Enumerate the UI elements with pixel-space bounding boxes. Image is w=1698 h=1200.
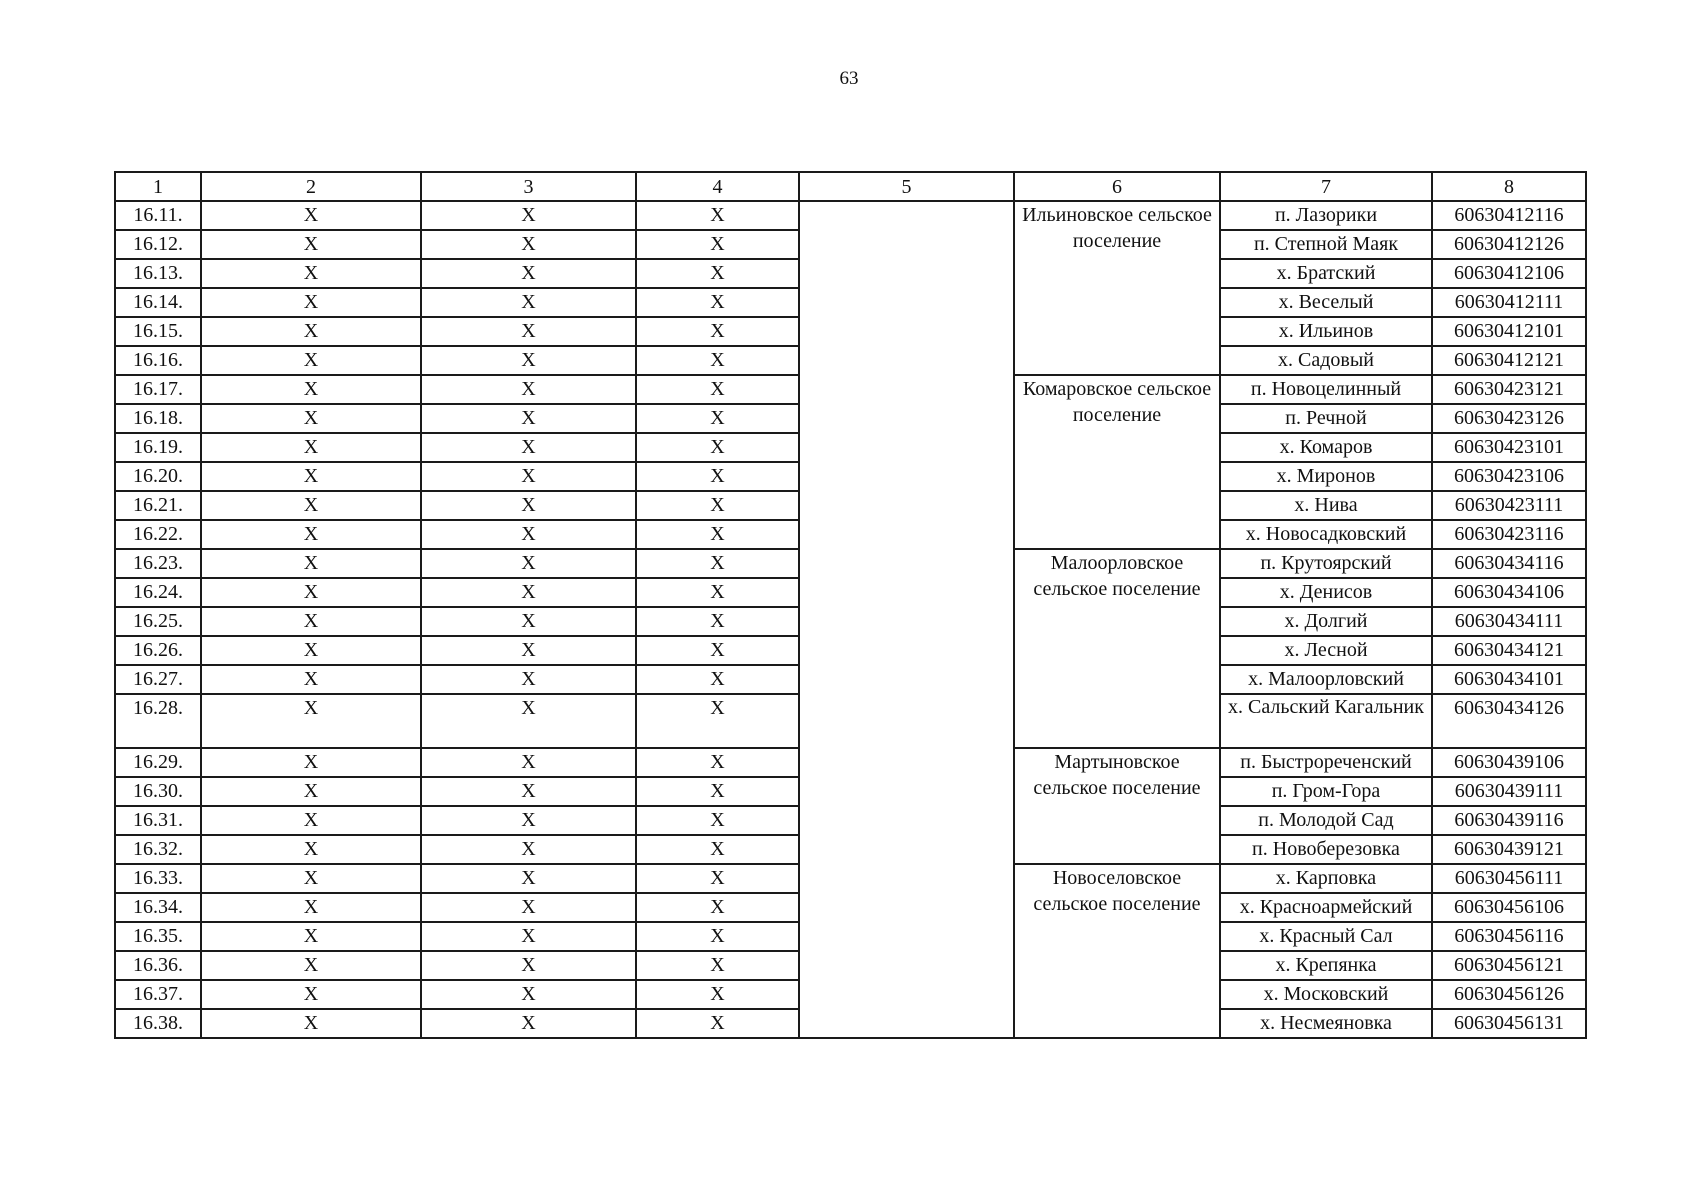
oktmo-code-cell: 60630439111	[1432, 777, 1586, 806]
column-2-cell: X	[201, 375, 421, 404]
place-name-cell: п. Новоцелинный	[1220, 375, 1432, 404]
column-3-cell: X	[421, 980, 636, 1009]
column-4-cell: X	[636, 980, 799, 1009]
oktmo-code-cell: 60630456116	[1432, 922, 1586, 951]
column-4-cell: X	[636, 951, 799, 980]
place-name-cell: х. Сальский Кагальник	[1220, 694, 1432, 748]
row-number-cell: 16.16.	[115, 346, 201, 375]
table-body	[115, 172, 1586, 1038]
column-2-cell: X	[201, 893, 421, 922]
column-2-cell: X	[201, 520, 421, 549]
oktmo-code-cell: 60630456126	[1432, 980, 1586, 1009]
column-2-cell: X	[201, 607, 421, 636]
row-number-cell: 16.29.	[115, 748, 201, 777]
oktmo-code-cell: 60630434106	[1432, 578, 1586, 607]
oktmo-code-cell: 60630439106	[1432, 748, 1586, 777]
column-4-cell: X	[636, 346, 799, 375]
place-name-cell: х. Братский	[1220, 259, 1432, 288]
row-number-cell: 16.24.	[115, 578, 201, 607]
place-name-cell: п. Быстрореченский	[1220, 748, 1432, 777]
oktmo-code-cell: 60630412111	[1432, 288, 1586, 317]
column-2-cell: X	[201, 317, 421, 346]
row-number-cell: 16.35.	[115, 922, 201, 951]
column-3-cell: X	[421, 288, 636, 317]
place-name-cell: х. Малоорловский	[1220, 665, 1432, 694]
column-4-cell: X	[636, 893, 799, 922]
column-4-cell: X	[636, 317, 799, 346]
row-number-cell: 16.28.	[115, 694, 201, 748]
column-3-cell: X	[421, 694, 636, 748]
column-3-cell: X	[421, 346, 636, 375]
column-2-cell: X	[201, 864, 421, 893]
row-number-cell: 16.14.	[115, 288, 201, 317]
place-name-cell: х. Денисов	[1220, 578, 1432, 607]
oktmo-code-cell: 60630434126	[1432, 694, 1586, 748]
oktmo-code-cell: 60630412106	[1432, 259, 1586, 288]
column-2-cell: X	[201, 346, 421, 375]
oktmo-code-cell: 60630423116	[1432, 520, 1586, 549]
column-4-cell: X	[636, 462, 799, 491]
row-number-cell: 16.30.	[115, 777, 201, 806]
column-3-cell: X	[421, 404, 636, 433]
row-number-cell: 16.31.	[115, 806, 201, 835]
column-3-cell: X	[421, 665, 636, 694]
column-3-cell: X	[421, 777, 636, 806]
column-2-cell: X	[201, 491, 421, 520]
row-number-cell: 16.32.	[115, 835, 201, 864]
column-2-cell: X	[201, 806, 421, 835]
oktmo-code-cell: 60630456111	[1432, 864, 1586, 893]
column-3-cell: X	[421, 462, 636, 491]
column-4-cell: X	[636, 433, 799, 462]
oktmo-code-cell: 60630412101	[1432, 317, 1586, 346]
oktmo-code-cell: 60630423111	[1432, 491, 1586, 520]
header-cell: 6	[1014, 172, 1220, 201]
place-name-cell: х. Красный Сал	[1220, 922, 1432, 951]
oktmo-code-cell: 60630456131	[1432, 1009, 1586, 1038]
column-4-cell: X	[636, 230, 799, 259]
place-name-cell: п. Лазорики	[1220, 201, 1432, 230]
oktmo-code-cell: 60630434111	[1432, 607, 1586, 636]
place-name-cell: х. Ильинов	[1220, 317, 1432, 346]
oktmo-code-cell: 60630412121	[1432, 346, 1586, 375]
row-number-cell: 16.38.	[115, 1009, 201, 1038]
header-cell: 4	[636, 172, 799, 201]
oktmo-code-cell: 60630434116	[1432, 549, 1586, 578]
column-3-cell: X	[421, 375, 636, 404]
settlement-name-cell: Мартыновское сельское поселение	[1014, 748, 1220, 864]
column-3-cell: X	[421, 893, 636, 922]
column-5-cell	[799, 201, 1014, 1038]
settlement-name-cell: Комаровское сельское поселение	[1014, 375, 1220, 549]
row-number-cell: 16.33.	[115, 864, 201, 893]
place-name-cell: х. Карповка	[1220, 864, 1432, 893]
row-number-cell: 16.26.	[115, 636, 201, 665]
place-name-cell: п. Степной Маяк	[1220, 230, 1432, 259]
column-3-cell: X	[421, 491, 636, 520]
settlement-name-cell: Ильиновское сельское поселение	[1014, 201, 1220, 375]
column-3-cell: X	[421, 520, 636, 549]
column-3-cell: X	[421, 1009, 636, 1038]
place-name-cell: п. Новоберезовка	[1220, 835, 1432, 864]
column-4-cell: X	[636, 806, 799, 835]
header-cell: 5	[799, 172, 1014, 201]
column-3-cell: X	[421, 835, 636, 864]
row-number-cell: 16.12.	[115, 230, 201, 259]
row-number-cell: 16.15.	[115, 317, 201, 346]
row-number-cell: 16.21.	[115, 491, 201, 520]
header-cell: 8	[1432, 172, 1586, 201]
row-number-cell: 16.23.	[115, 549, 201, 578]
column-2-cell: X	[201, 578, 421, 607]
column-4-cell: X	[636, 520, 799, 549]
column-3-cell: X	[421, 230, 636, 259]
place-name-cell: х. Крепянка	[1220, 951, 1432, 980]
column-4-cell: X	[636, 922, 799, 951]
place-name-cell: х. Комаров	[1220, 433, 1432, 462]
row-number-cell: 16.18.	[115, 404, 201, 433]
oktmo-code-cell: 60630456121	[1432, 951, 1586, 980]
column-3-cell: X	[421, 864, 636, 893]
column-3-cell: X	[421, 259, 636, 288]
oktmo-code-cell: 60630423101	[1432, 433, 1586, 462]
oktmo-code-cell: 60630434121	[1432, 636, 1586, 665]
oktmo-code-cell: 60630423106	[1432, 462, 1586, 491]
oktmo-code-cell: 60630439121	[1432, 835, 1586, 864]
place-name-cell: х. Долгий	[1220, 607, 1432, 636]
column-4-cell: X	[636, 404, 799, 433]
column-2-cell: X	[201, 288, 421, 317]
column-2-cell: X	[201, 777, 421, 806]
column-3-cell: X	[421, 433, 636, 462]
oktmo-code-cell: 60630412116	[1432, 201, 1586, 230]
row-number-cell: 16.19.	[115, 433, 201, 462]
column-4-cell: X	[636, 864, 799, 893]
column-4-cell: X	[636, 636, 799, 665]
column-3-cell: X	[421, 607, 636, 636]
place-name-cell: х. Веселый	[1220, 288, 1432, 317]
header-cell: 7	[1220, 172, 1432, 201]
header-cell: 1	[115, 172, 201, 201]
place-name-cell: х. Новосадковский	[1220, 520, 1432, 549]
column-2-cell: X	[201, 1009, 421, 1038]
place-name-cell: х. Красноармейский	[1220, 893, 1432, 922]
place-name-cell: п. Речной	[1220, 404, 1432, 433]
column-4-cell: X	[636, 288, 799, 317]
place-name-cell: х. Московский	[1220, 980, 1432, 1009]
settlements-table	[114, 171, 1587, 1039]
column-3-cell: X	[421, 636, 636, 665]
column-4-cell: X	[636, 549, 799, 578]
column-4-cell: X	[636, 578, 799, 607]
column-2-cell: X	[201, 404, 421, 433]
place-name-cell: п. Молодой Сад	[1220, 806, 1432, 835]
column-3-cell: X	[421, 951, 636, 980]
place-name-cell: п. Крутоярский	[1220, 549, 1432, 578]
column-4-cell: X	[636, 835, 799, 864]
settlement-name-cell: Новоселовское сельское поселение	[1014, 864, 1220, 1038]
column-2-cell: X	[201, 980, 421, 1009]
header-row	[115, 172, 1586, 201]
page-number: 63	[839, 68, 859, 89]
oktmo-code-cell: 60630439116	[1432, 806, 1586, 835]
oktmo-code-cell: 60630423126	[1432, 404, 1586, 433]
column-2-cell: X	[201, 230, 421, 259]
column-2-cell: X	[201, 748, 421, 777]
column-4-cell: X	[636, 491, 799, 520]
column-2-cell: X	[201, 636, 421, 665]
row-number-cell: 16.20.	[115, 462, 201, 491]
place-name-cell: п. Гром-Гора	[1220, 777, 1432, 806]
place-name-cell: х. Несмеяновка	[1220, 1009, 1432, 1038]
row-number-cell: 16.34.	[115, 893, 201, 922]
column-4-cell: X	[636, 777, 799, 806]
column-4-cell: X	[636, 201, 799, 230]
column-3-cell: X	[421, 806, 636, 835]
header-cell: 2	[201, 172, 421, 201]
row-number-cell: 16.25.	[115, 607, 201, 636]
row-number-cell: 16.37.	[115, 980, 201, 1009]
oktmo-code-cell: 60630456106	[1432, 893, 1586, 922]
column-3-cell: X	[421, 748, 636, 777]
column-2-cell: X	[201, 462, 421, 491]
row-number-cell: 16.13.	[115, 259, 201, 288]
place-name-cell: х. Садовый	[1220, 346, 1432, 375]
column-3-cell: X	[421, 317, 636, 346]
row-number-cell: 16.22.	[115, 520, 201, 549]
column-4-cell: X	[636, 748, 799, 777]
row-number-cell: 16.11.	[115, 201, 201, 230]
place-name-cell: х. Миронов	[1220, 462, 1432, 491]
column-4-cell: X	[636, 1009, 799, 1038]
row-number-cell: 16.17.	[115, 375, 201, 404]
column-3-cell: X	[421, 922, 636, 951]
row-number-cell: 16.36.	[115, 951, 201, 980]
settlement-name-cell: Малоорловское сельское поселение	[1014, 549, 1220, 748]
column-3-cell: X	[421, 201, 636, 230]
column-2-cell: X	[201, 201, 421, 230]
oktmo-code-cell: 60630412126	[1432, 230, 1586, 259]
column-2-cell: X	[201, 951, 421, 980]
column-4-cell: X	[636, 375, 799, 404]
row-number-cell: 16.27.	[115, 665, 201, 694]
header-cell: 3	[421, 172, 636, 201]
place-name-cell: х. Нива	[1220, 491, 1432, 520]
oktmo-code-cell: 60630434101	[1432, 665, 1586, 694]
column-2-cell: X	[201, 549, 421, 578]
column-4-cell: X	[636, 694, 799, 748]
oktmo-code-cell: 60630423121	[1432, 375, 1586, 404]
column-2-cell: X	[201, 694, 421, 748]
column-2-cell: X	[201, 835, 421, 864]
column-2-cell: X	[201, 433, 421, 462]
column-3-cell: X	[421, 549, 636, 578]
column-3-cell: X	[421, 578, 636, 607]
column-4-cell: X	[636, 607, 799, 636]
place-name-cell: х. Лесной	[1220, 636, 1432, 665]
column-2-cell: X	[201, 922, 421, 951]
column-4-cell: X	[636, 665, 799, 694]
column-2-cell: X	[201, 259, 421, 288]
column-4-cell: X	[636, 259, 799, 288]
column-2-cell: X	[201, 665, 421, 694]
table-row	[115, 201, 1586, 230]
